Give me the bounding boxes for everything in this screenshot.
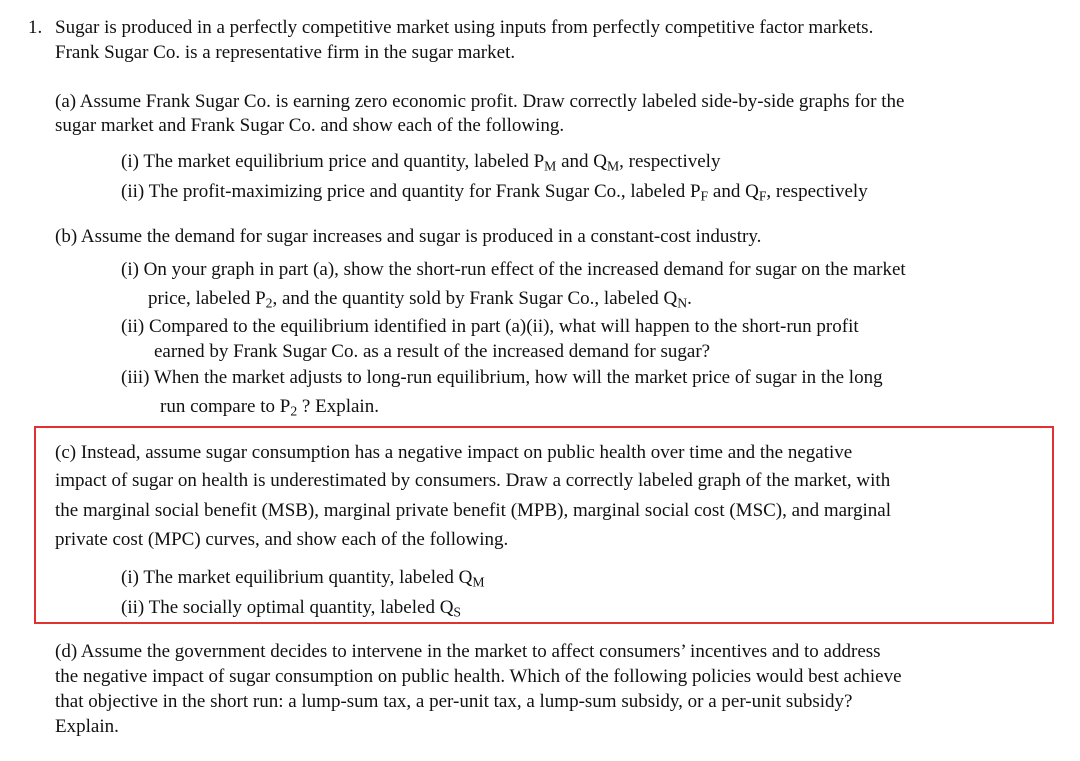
part-d-text-line-3: that objective in the short run: a lump-sum tax, a per-unit tax, a lump-sum subsidy, or a per-unit subsidy? <box>55 691 853 712</box>
question-intro-line-1: Sugar is produced in a perfectly competitive market using inputs from perfectly competitive factor markets. <box>55 17 874 38</box>
part-c-text-line-3: the marginal social benefit (MSB), marginal private benefit (MPB), marginal social cost (MSC), and marginal <box>55 500 891 521</box>
part-b-ii-line-2: earned by Frank Sugar Co. as a result of the increased demand for sugar? <box>154 341 711 362</box>
part-d-text-line-1: (d) Assume the government decides to intervene in the market to affect consumers’ incentives and to address <box>55 641 881 662</box>
part-b-text: (b) Assume the demand for sugar increases and sugar is produced in a constant-cost industry. <box>55 226 762 247</box>
part-b-i-line-2: price, labeled $P_2$, and the quantity sold by Frank Sugar Co., labeled $Q_N$. <box>148 288 692 311</box>
part-a-text-line-1: (a) Assume Frank Sugar Co. is earning zero economic profit. Draw correctly labeled side-by-side graphs for the <box>55 91 905 112</box>
part-b-iii-line-2: run compare to $P_2$ ? Explain. <box>160 396 379 419</box>
part-d-text-line-4: Explain. <box>55 716 119 737</box>
part-a-ii: (ii) The profit-maximizing price and quantity for Frank Sugar Co., labeled $P_F$ and $Q_F$, respectively <box>121 181 868 204</box>
part-d-text-line-2: the negative impact of sugar consumption on public health. Which of the following policies would best achieve <box>55 666 902 687</box>
part-c-text-line-4: private cost (MPC) curves, and show each of the following. <box>55 529 509 550</box>
part-b-ii-line-1: (ii) Compared to the equilibrium identified in part (a)(ii), what will happen to the short-run profit <box>121 316 859 337</box>
part-a-i: (i) The market equilibrium price and quantity, labeled $P_M$ and $Q_M$, respectively <box>121 151 721 174</box>
part-c-text-line-1: (c) Instead, assume sugar consumption has a negative impact on public health over time and the negative <box>55 442 853 463</box>
part-a-text-line-2: sugar market and Frank Sugar Co. and show each of the following. <box>55 115 565 136</box>
part-c-i: (i) The market equilibrium quantity, labeled $Q_M$ <box>121 567 485 590</box>
part-c-text-line-2: impact of sugar on health is underestimated by consumers. Draw a correctly labeled graph of the market, with <box>55 470 891 491</box>
part-b-iii-line-1: (iii) When the market adjusts to long-run equilibrium, how will the market price of sugar in the long <box>121 367 883 388</box>
part-b-i-line-1: (i) On your graph in part (a), show the short-run effect of the increased demand for sugar on the market <box>121 259 906 280</box>
question-number: 1. <box>28 17 43 38</box>
part-c-ii: (ii) The socially optimal quantity, labeled $Q_S$ <box>121 597 462 620</box>
question-intro-line-2: Frank Sugar Co. is a representative firm in the sugar market. <box>55 42 516 63</box>
